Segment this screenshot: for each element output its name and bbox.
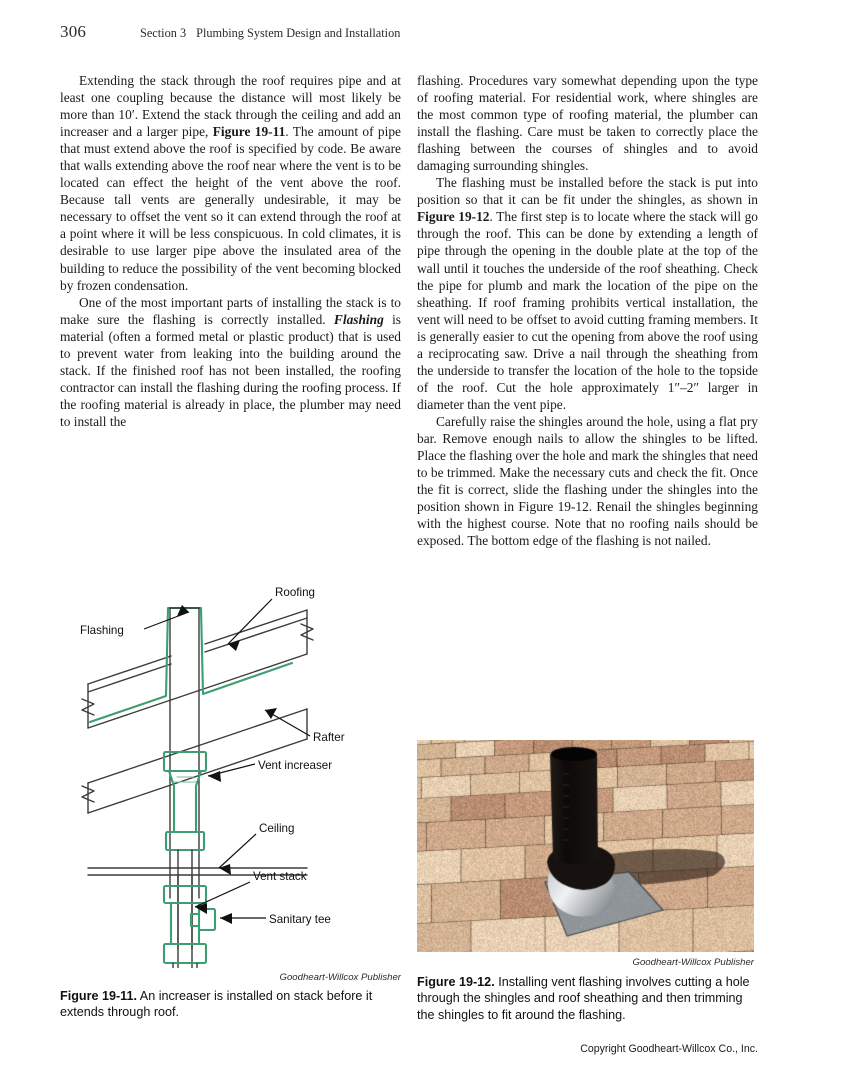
leader-flashing [144,612,189,629]
paragraph [417,174,758,413]
roof-top-left [88,656,171,684]
text-run: One of the most important parts of installing the stack is to make sure the flashing is correctly installed. [60,294,401,327]
figure-label-vent-increaser: Vent increaser [258,759,333,772]
text-run: . The amount of pipe that must extend above the roof is specified by code. Be aware that walls extending above the roof near where the vent is to be located can effect the height of the vent above the roof. Because tall vents are generally undesirable, it may be necessary to offset the vent so it can extend through the roof at a point where it will be less conspicuous. In cold climates, it is desirable to use larger pipe above the insulated area of the building to reduce the possibility of the vent becoming blocked by frozen condensation. [60,124,401,293]
copyright-line: Copyright Goodheart-Willcox Co., Inc. [580,1043,758,1055]
text-run: Extending the stack through the roof requires pipe and at least one coupling because the distance will most likely be more than 10′. Extend the stack through the ceiling and add an increaser and a larger pipe, [60,73,401,140]
paragraph [60,294,401,430]
roof-vent-flashing-photo [417,740,754,952]
text-run: Carefully raise the shingles around the hole, using a flat pry bar. Remove enough nails to allow the shingles to be lifted. Place the flashing over the hole and mark the shingles that need to be trimmed. Make the necessary cuts and check the fit. Once the fit is correct, slide the flashing under the shingles into the position shown in Figure 19-12. Renail the shingles beginning with the highest course. Note that no roofing nails should be exposed. The bottom edge of the flashing is not nailed. [417,413,758,549]
paragraph [417,72,758,174]
paragraph [60,72,401,294]
running-head [60,22,760,44]
figure-label-sanitary-tee: Sanitary tee [269,913,331,926]
figure-label-ceiling: Ceiling [259,822,295,835]
figure-19-11-caption [60,988,401,1021]
roof-top-left-inner [88,664,171,692]
figure-19-11-credit: Goodheart-Willcox Publisher [279,972,401,983]
leader-ceiling [219,834,256,868]
figure-19-11-caption-number: Figure 19-11. [60,989,137,1003]
text-run: . The first step is to locate where the stack will go through the roof. This can be done by extending a length of pipe through the opening in the double plate at the top of the wall until it touches the underside of the roof sheathing. Check the pipe for plumb and mark the location of the pipe on the sheathing. If roof framing prohibits vertical installation, the vent will need to be offset to avoid cutting framing members. It is generally easier to cut the opening from above the roof using a reciprocating saw. Drive a nail through the sheathing from the underside to transfer the location of the hole to the topside of the roof. Cut the hole approximately 1″–2″ larger in diameter than the vent pipe. [417,209,759,412]
figure-19-12-photograph [417,740,754,952]
figure-label-vent-stack: Vent stack [253,870,307,883]
section-title: Plumbing System Design and Installation [196,26,401,40]
figure-reference: Figure 19-12 [417,209,490,225]
figure-label-rafter: Rafter [313,731,345,744]
figure-19-12-caption-number: Figure 19-12. [417,975,495,989]
figure-19-11-illustration [60,568,401,968]
figure-19-11-caption-text: An increaser is installed on stack before it extends through roof. [60,989,373,1020]
paragraph [417,413,758,549]
roof-underside [88,654,307,728]
body-column-left [60,72,401,430]
text-run: is material (often a formed metal or plastic product) that is used to prevent water from leaking into the building around the stack. If the finished roof has not been installed, the roofing contractor can install the flashing during the roofing process. If the roofing material is already in place, the plumber may need to install the [60,311,401,429]
figure-label-roofing: Roofing [275,586,315,599]
page-number: 306 [60,22,87,41]
break-left-lower [82,786,94,802]
text-run: flashing. Procedures vary somewhat depending upon the type of roofing material. For residential work, where shingles are the most common type of roofing material, the plumber can install the flashing. Care must be taken to correctly place the flashing between the courses of shingles and to avoid damaging surrounding shingles. [417,73,758,174]
body-column-right [417,72,758,549]
figure-19-12-credit: Goodheart-Willcox Publisher [632,957,754,968]
sanitary-tee-body [164,886,215,963]
break-right-upper [301,624,313,640]
figure-reference: Figure 19-11 [212,124,286,140]
text-run: The flashing must be installed before the stack is put into position so that it can be fit under the shingles, as shown in [417,175,758,208]
break-left-upper [82,699,94,715]
glossary-term: Flashing [333,311,384,327]
roof-top-right-inner [205,618,307,652]
figure-19-12-caption [417,974,758,1023]
figure-19-12-caption-text: Installing vent flashing involves cutting a hole through the shingles and roof sheathing and then trimming the shingles to fit around the flashing. [417,975,750,1022]
rafter-bottom [88,739,307,813]
section-label: Section 3 [140,26,187,40]
running-head-title [140,26,400,41]
figure-label-flashing: Flashing [80,624,124,637]
